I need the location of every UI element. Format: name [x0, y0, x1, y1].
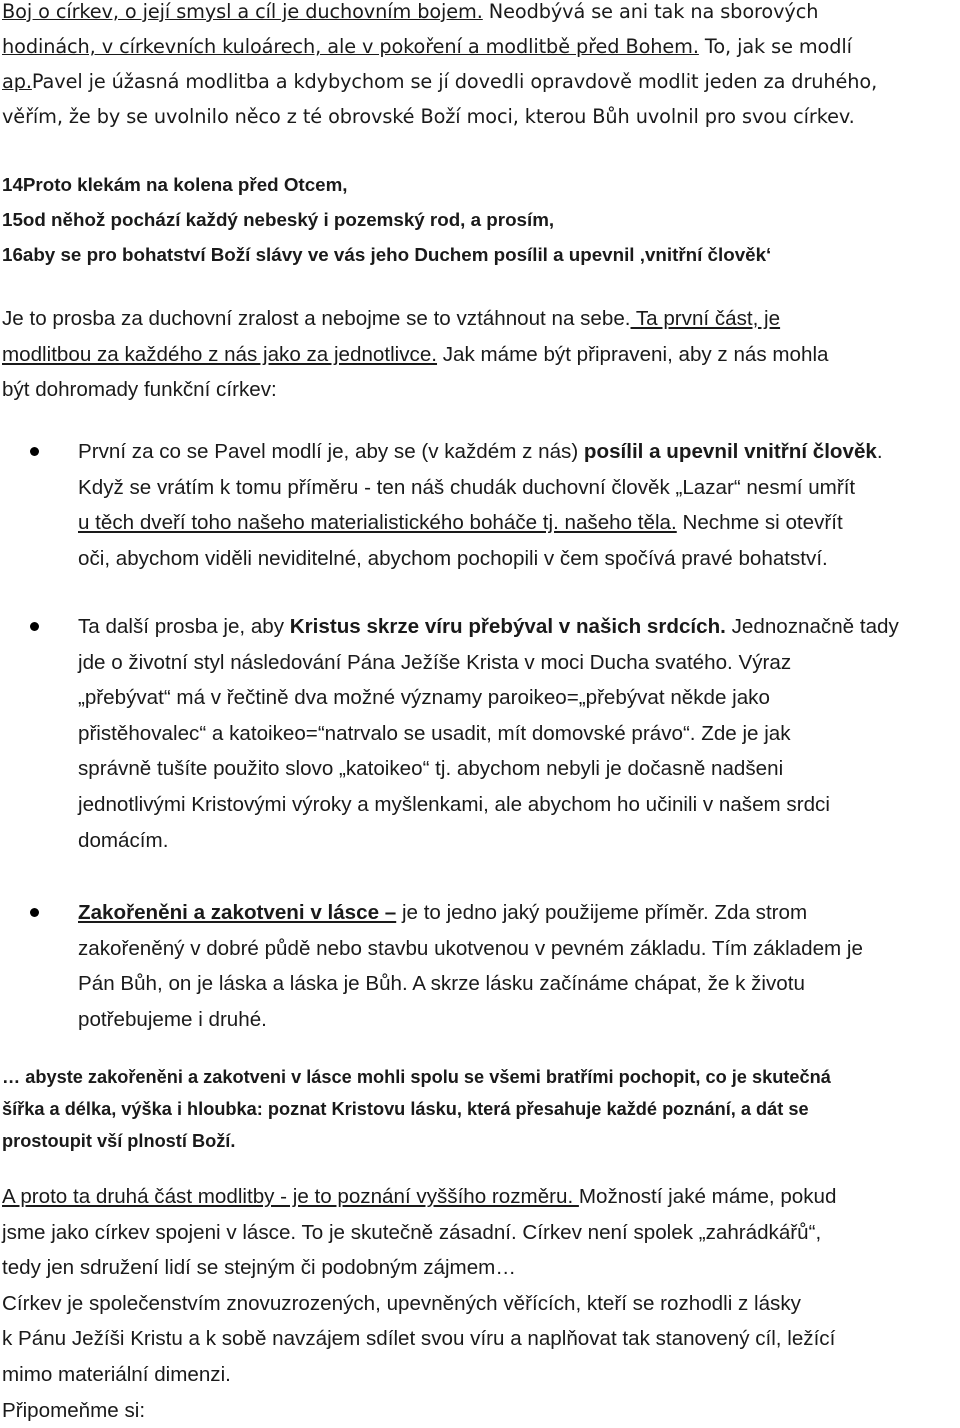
para2-link-1[interactable]: A proto ta druhá část modlitby - je to poznání vyššího rozměru. [2, 1185, 579, 1208]
bullet1-text-3: Nechme si otevřít [676, 511, 843, 535]
bullet1-bold-1: posílil a upevnil vnitřní člověk [583, 440, 877, 463]
bullet2-text-7: domácím. [78, 828, 169, 852]
bullet3-bold-1[interactable]: Zakořeněni a zakotveni v lásce – [78, 901, 397, 924]
bullet1-text-4: oči, abychom viděli neviditelné, abychom pochopili v čem spočívá pravé bohatství. [78, 546, 828, 570]
bullet2-text-3: „přebývat“ má v řečtině dva možné významy paroikeo=„přebývat někde jako [78, 686, 770, 710]
intro-link-1[interactable]: Boj o církev, o její smysl a cíl je duchovním bojem. [2, 0, 483, 23]
bullet3-text-2: zakořeněný v dobré půdě nebo stavbu ukotvenou v pevném základu. Tím základem je [78, 936, 863, 960]
bullet2-text-6: jednotlivými Kristovými výroky a myšlenkami, ale abychom ho učinili v našem srdci [78, 792, 830, 816]
bullet-item-2 [78, 609, 899, 858]
bullet1-text-1c: . [876, 440, 883, 463]
bullet-dot-2 [30, 622, 39, 631]
bullet3-text-4: potřebujeme i druhé. [78, 1007, 267, 1031]
verse-16: 16aby se pro bohatství Boží slávy ve vás jeho Duchem posílil a upevnil ‚vnitřní člověk‘ [2, 244, 772, 265]
intro-paragraph [2, 0, 877, 134]
para1-link-1[interactable]: Ta první část, je [630, 307, 781, 330]
scripture-quote [2, 1061, 831, 1157]
intro-text-4: věřím, že by se uvolnilo něco z té obrovské Boží moci, kterou Bůh uvolnil pro svou církev. [2, 105, 855, 128]
intro-text-3: Pavel je úžasná modlitba a kdybychom se jí dovedli opravdově modlit jeden za druhého, [31, 70, 878, 93]
para2-text-5: k Pánu Ježíši Kristu a k sobě navzájem sdílet svou víru a naplňovat tak stanovený cíl, ležící [2, 1327, 836, 1351]
bullet-item-1 [78, 434, 883, 576]
bullet1-link-3[interactable]: u těch dveří toho našeho materialistického boháče tj. našeho těla. [78, 511, 677, 535]
bullet-dot-3 [30, 908, 39, 917]
para2-text-4: Církev je společenstvím znovuzrozených, upevněných věřících, kteří se rozhodli z lásky [2, 1291, 801, 1315]
para2-text-1: Možností jaké máme, pokud [578, 1185, 837, 1208]
bullet2-text-4: přistěhovalec“ a katoikeo=“natrvalo se usadit, mít domovské právo“. Zde je jak [78, 721, 791, 745]
verse-15: 15od něhož pochází každý nebeský i pozemský rod, a prosím, [2, 209, 555, 230]
paragraph-prosba [2, 301, 828, 408]
intro-text-2: To, jak se modlí [698, 35, 852, 58]
bullet2-bold-1: Kristus skrze víru přebýval v našich srdcích. [289, 615, 726, 638]
bullet2-text-5: správně tušíte použito slovo „katoikeo“ tj. abychom nebyli je dočasně nadšeni [78, 757, 784, 781]
bullet1-text-1a: První za co se Pavel modlí je, aby se (v každém z nás) [78, 440, 584, 463]
para2-text-3: tedy jen sdružení lidí se stejným či podobným zájmem… [2, 1256, 516, 1280]
paragraph-druha-cast [2, 1179, 836, 1428]
para2-text-6: mimo materiální dimenzi. [2, 1362, 231, 1386]
intro-link-2[interactable]: hodinách, v církevních kuloárech, ale v pokoření a modlitbě před Bohem. [2, 35, 699, 58]
para1-text-1: Je to prosba za duchovní zralost a nebojme se to vztáhnout na sebe. [2, 307, 631, 330]
bullet3-text-3: Pán Bůh, on je láska a láska je Bůh. A skrze lásku začínáme chápat, že k životu [78, 972, 805, 996]
intro-text-1: Neodbývá se ani tak na sborových [482, 0, 819, 23]
intro-link-3[interactable]: ap. [2, 70, 32, 93]
verse-14: 14Proto klekám na kolena před Otcem, [2, 174, 348, 195]
bullet-dot-1 [30, 447, 39, 456]
bullet2-text-1c: Jednoznačně tady [725, 615, 899, 638]
para1-link-2[interactable]: modlitbou za každého z nás jako za jednotlivce. [2, 342, 438, 366]
para1-text-3: být dohromady funkční církev: [2, 378, 277, 402]
quote-line-3: prostoupit vší plností Boží. [2, 1131, 236, 1151]
bullet1-text-2: Když se vrátím k tomu příměru - ten náš chudák duchovní člověk „Lazar“ nesmí umřít [78, 475, 856, 499]
quote-line-2: šířka a délka, výška i hloubka: poznat Kristovu lásku, která přesahuje každé poznání, a dát se [2, 1099, 809, 1119]
bullet3-text-1: je to jedno jaký použijeme příměr. Zda strom [396, 901, 808, 924]
para2-text-2: jsme jako církev spojeni v lásce. To je skutečně zásadní. Církev není spolek „zahrádkářů“, [2, 1220, 822, 1244]
para1-text-2: Jak máme být připraveni, aby z nás mohla [437, 342, 829, 366]
bullet2-text-1a: Ta další prosba je, aby [78, 615, 290, 638]
bullet-item-3 [78, 895, 863, 1037]
quote-line-1: … abyste zakořeněni a zakotveni v lásce mohli spolu se všemi bratřími pochopit, co je skutečná [2, 1067, 831, 1087]
para2-text-7: Připomeňme si: [2, 1398, 146, 1422]
bullet2-text-2: jde o životní styl následování Pána Ježíše Krista v moci Ducha svatého. Výraz [78, 650, 792, 674]
